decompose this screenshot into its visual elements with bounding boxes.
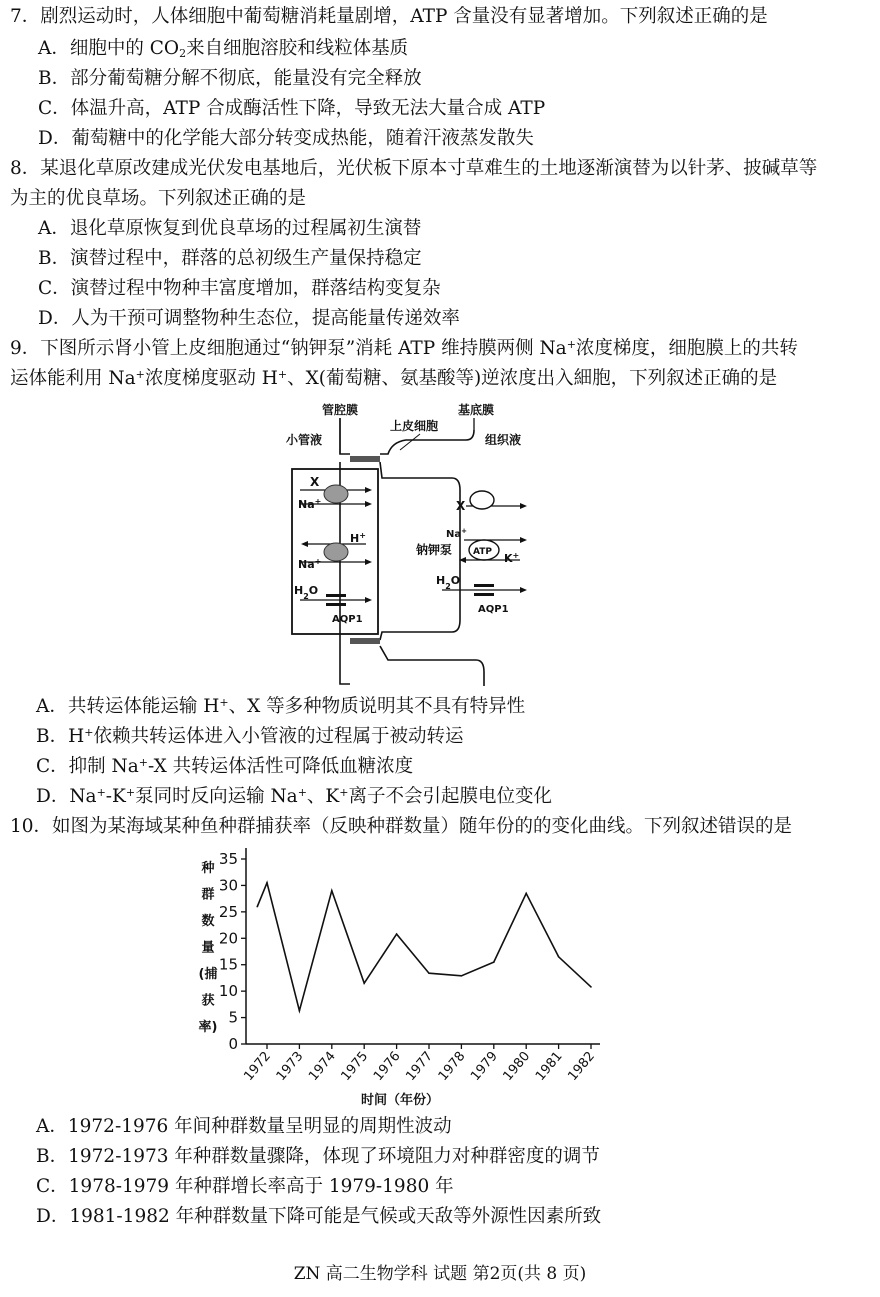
q9-stem-text: 9．下图所示肾小管上皮细胞通过“钠钾泵”消耗 ATP 维持膜两侧 Na xyxy=(10,338,567,359)
fish-catch-rate-chart xyxy=(190,842,630,1112)
q8-stem-line1: 8．某退化草原改建成光伏发电基地后，光伏板下原本寸草难生的土地逐渐演替为以针茅、披碱草等 xyxy=(10,158,818,179)
arrowhead xyxy=(520,503,527,509)
option-letter: A． xyxy=(38,218,70,239)
q8-option-d xyxy=(38,306,460,332)
aqp1-channel xyxy=(326,603,346,606)
option-text: 、K xyxy=(306,786,340,807)
data-point xyxy=(299,1010,301,1012)
x-basal-transporter xyxy=(470,491,494,509)
x-tick-label: 1975 xyxy=(338,1048,372,1084)
co2-subscript: 2 xyxy=(179,47,187,60)
x-tick-label: 1978 xyxy=(435,1048,469,1084)
option-text: 演替过程中物种丰富度增加，群落结构变复杂 xyxy=(70,278,441,299)
label-na: Na+ xyxy=(298,556,322,571)
q9-stem-text: 、X(葡萄糖、氨基酸等)逆浓度出入細胞，下列叙述正确的是 xyxy=(287,368,778,389)
label-na-k-pump: 钠钾泵 xyxy=(416,543,453,557)
label-epithelial-cell: 上皮细胞 xyxy=(390,419,439,433)
y-tick-label: 25 xyxy=(218,902,238,921)
option-letter: B． xyxy=(38,248,71,269)
data-point xyxy=(331,890,333,892)
q8-option-c xyxy=(38,276,441,302)
y-label-char: 数 xyxy=(201,914,215,929)
leader-line xyxy=(400,434,420,450)
option-letter: D． xyxy=(38,308,72,329)
plus-superscript: + xyxy=(125,786,136,799)
aqp1-channel xyxy=(326,594,346,597)
label-tubular-fluid: 小管液 xyxy=(286,433,323,447)
data-point xyxy=(256,906,258,908)
y-tick-label: 35 xyxy=(218,850,238,868)
option-text: -K xyxy=(105,786,126,807)
q9-stem-text: 浓度梯度，细胞膜上的共转 xyxy=(575,338,798,359)
option-text: 泵同时反向运输 Na xyxy=(135,786,298,807)
data-point xyxy=(558,956,560,958)
q7-stem: 7．剧烈运动时，人体细胞中葡萄糖消耗量剧增，ATP 含量没有显著增加。下列叙述正确的是 xyxy=(10,6,768,27)
option-text: 部分葡萄糖分解不彻底，能量没有完全释放 xyxy=(70,68,422,89)
label-x-basal: X xyxy=(456,499,466,513)
label-na-pump: Na+ xyxy=(446,527,467,540)
data-point xyxy=(590,986,592,988)
x-na-cotransporter xyxy=(324,485,348,503)
option-letter: D． xyxy=(38,128,72,149)
option-text: 1972-1973 年种群数量骤降，体现了环境阻力对种群密度的调节 xyxy=(68,1146,600,1167)
plus-superscript: + xyxy=(297,786,307,799)
arrowhead xyxy=(301,541,308,547)
arrowhead xyxy=(520,587,527,593)
option-letter: B． xyxy=(36,1146,69,1167)
plus-superscript: + xyxy=(339,786,349,799)
option-text: 演替过程中，群落的总初级生产量保持稳定 xyxy=(70,248,422,269)
option-text: H xyxy=(68,726,85,747)
series-line xyxy=(257,883,591,1011)
option-letter: D． xyxy=(36,1206,70,1227)
y-tick-label: 0 xyxy=(228,1035,238,1053)
label-h2o: $H_2O$ xyxy=(294,584,319,601)
x-tick-label: 1972 xyxy=(241,1048,275,1084)
data-point xyxy=(363,982,365,984)
q9-stem-line1 xyxy=(10,336,798,362)
x-tick-label: 1980 xyxy=(500,1048,534,1084)
plus-superscript: + xyxy=(566,338,576,351)
tight-junction-bottom xyxy=(350,638,380,644)
tubule-cell-diagram xyxy=(270,394,570,694)
y-tick-label: 20 xyxy=(218,929,238,948)
label-aqp1: AQP1 xyxy=(332,614,363,625)
neighbor-cell-outline xyxy=(380,430,474,454)
option-text: 共转运体能运输 H xyxy=(67,696,220,717)
y-label-char: 获 xyxy=(201,993,215,1009)
plus-superscript: + xyxy=(219,696,229,709)
q10-option-b xyxy=(36,1144,600,1170)
option-text: 1972-1976 年间种群数量呈明显的周期性波动 xyxy=(67,1116,452,1137)
data-point xyxy=(428,972,430,974)
option-letter: D． xyxy=(36,786,70,807)
option-letter: C． xyxy=(38,98,71,119)
lower-cell-outline xyxy=(380,646,484,686)
y-tick-label: 30 xyxy=(218,876,238,895)
data-point xyxy=(525,893,527,895)
y-label-char: 种 xyxy=(201,861,215,876)
option-letter: A． xyxy=(36,696,68,717)
q8-option-b xyxy=(38,246,422,272)
plus-superscript: + xyxy=(96,786,106,799)
y-label-char: 群 xyxy=(201,887,215,903)
q10-stem: 10．如图为某海域某种鱼种群捕获率（反映种群数量）随年份的的变化曲线。下列叙述错误的是 xyxy=(10,816,793,837)
y-tick-label: 10 xyxy=(218,982,238,1001)
q7-option-d xyxy=(38,126,534,152)
option-letter: C． xyxy=(36,1176,69,1197)
q9-stem-text: 运体能利用 Na xyxy=(10,368,136,389)
q7-option-a xyxy=(38,36,408,62)
tight-junction-top xyxy=(350,456,380,462)
data-point xyxy=(266,882,268,884)
option-text: Na xyxy=(69,786,97,807)
label-na: Na+ xyxy=(298,496,322,511)
x-tick-label: 1982 xyxy=(565,1048,599,1084)
q7-option-c xyxy=(38,96,545,122)
x-tick-label: 1976 xyxy=(370,1048,404,1084)
y-tick-label: 5 xyxy=(228,1008,238,1027)
label-h: H+ xyxy=(350,530,366,545)
arrowhead xyxy=(365,501,372,507)
option-text: 体温升高，ATP 合成酶活性下降，导致无法大量合成 ATP xyxy=(70,98,546,119)
lower-cell-outline xyxy=(340,644,350,684)
aqp1-basal-channel xyxy=(474,584,494,587)
x-axis-ticks xyxy=(241,1044,598,1084)
y-axis-label xyxy=(199,860,218,1035)
q9-stem-text: 浓度梯度驱动 H xyxy=(144,368,278,389)
option-text: 退化草原恢复到优良草场的过程属初生演替 xyxy=(69,218,422,239)
option-text: 细胞中的 CO xyxy=(69,38,180,59)
y-tick-label: 15 xyxy=(218,955,238,974)
aqp1-basal-channel xyxy=(474,593,494,596)
option-text: 来自细胞溶胶和线粒体基质 xyxy=(186,38,409,59)
option-text: -X 共转运体活性可降低血糖浓度 xyxy=(147,756,414,777)
y-label-char: 量 xyxy=(201,940,215,956)
arrowhead xyxy=(365,597,372,603)
option-letter: B． xyxy=(36,726,69,747)
option-letter: C． xyxy=(38,278,71,299)
x-tick-label: 1974 xyxy=(306,1048,339,1084)
na-h-exchanger xyxy=(324,543,348,561)
option-text: 葡萄糖中的化学能大部分转变成热能，随着汗液蒸发散失 xyxy=(71,128,534,149)
page-footer: ZN 高二生物学科 试题 第2页(共 8 页) xyxy=(293,1264,587,1284)
q9-option-a xyxy=(36,694,525,720)
q9-option-b xyxy=(36,724,463,750)
label-k: K+ xyxy=(504,550,520,565)
x-tick-label: 1977 xyxy=(403,1048,437,1084)
option-text: 离子不会引起膜电位变化 xyxy=(348,786,552,807)
label-aqp1-basal: AQP1 xyxy=(478,604,509,615)
x-tick-label: 1973 xyxy=(273,1048,307,1084)
q10-option-d xyxy=(36,1204,601,1230)
x-tick-label: 1979 xyxy=(468,1048,501,1084)
label-h2o-basal: $H_2O$ xyxy=(436,574,461,591)
y-label-char: 率) xyxy=(198,1020,218,1035)
option-letter: A． xyxy=(38,38,70,59)
data-point xyxy=(396,933,398,935)
q9-stem-line2 xyxy=(10,366,777,392)
plus-superscript: + xyxy=(277,368,288,381)
label-luminal-membrane: 管腔膜 xyxy=(322,403,359,417)
option-text: 、X 等多种物质说明其不具有特异性 xyxy=(228,696,526,717)
option-text: 抑制 Na xyxy=(68,756,139,777)
data-point xyxy=(493,961,495,963)
data-points xyxy=(256,882,591,1012)
option-letter: C． xyxy=(36,756,69,777)
q7-option-b xyxy=(38,66,422,92)
option-letter: B． xyxy=(38,68,71,89)
arrowhead xyxy=(365,559,372,565)
x-axis-label: 时间（年份） xyxy=(360,1093,440,1108)
x-tick-label: 1981 xyxy=(532,1048,566,1084)
label-basal-membrane: 基底膜 xyxy=(458,403,495,417)
y-label-char: (捕 xyxy=(198,967,218,982)
data-point xyxy=(461,975,463,977)
plus-superscript: + xyxy=(135,368,145,381)
option-text: 人为干预可调整物种生态位，提高能量传递效率 xyxy=(71,308,460,329)
label-atp: ATP xyxy=(473,547,493,557)
option-text: 依赖共转运体进入小管液的过程属于被动转运 xyxy=(93,726,464,747)
option-text: 1981-1982 年种群数量下降可能是气候或天敌等外源性因素所致 xyxy=(69,1206,602,1227)
q9-option-d xyxy=(36,784,552,810)
q8-stem-line2: 为主的优良草场。下列叙述正确的是 xyxy=(10,188,307,209)
y-axis-ticks xyxy=(219,850,246,1053)
plus-superscript: + xyxy=(84,726,94,739)
q10-option-a xyxy=(36,1114,452,1140)
plus-superscript: + xyxy=(138,756,148,769)
q10-option-c xyxy=(36,1174,454,1200)
arrowhead xyxy=(365,487,372,493)
label-tissue-fluid: 组织液 xyxy=(485,433,522,447)
q9-option-c xyxy=(36,754,413,780)
neighbor-cell-outline xyxy=(340,418,350,454)
q8-option-a xyxy=(38,216,421,242)
option-text: 1978-1979 年种群增长率高于 1979-1980 年 xyxy=(68,1176,454,1197)
label-x: X xyxy=(310,475,320,489)
option-letter: A． xyxy=(36,1116,68,1137)
arrowhead xyxy=(520,537,527,543)
